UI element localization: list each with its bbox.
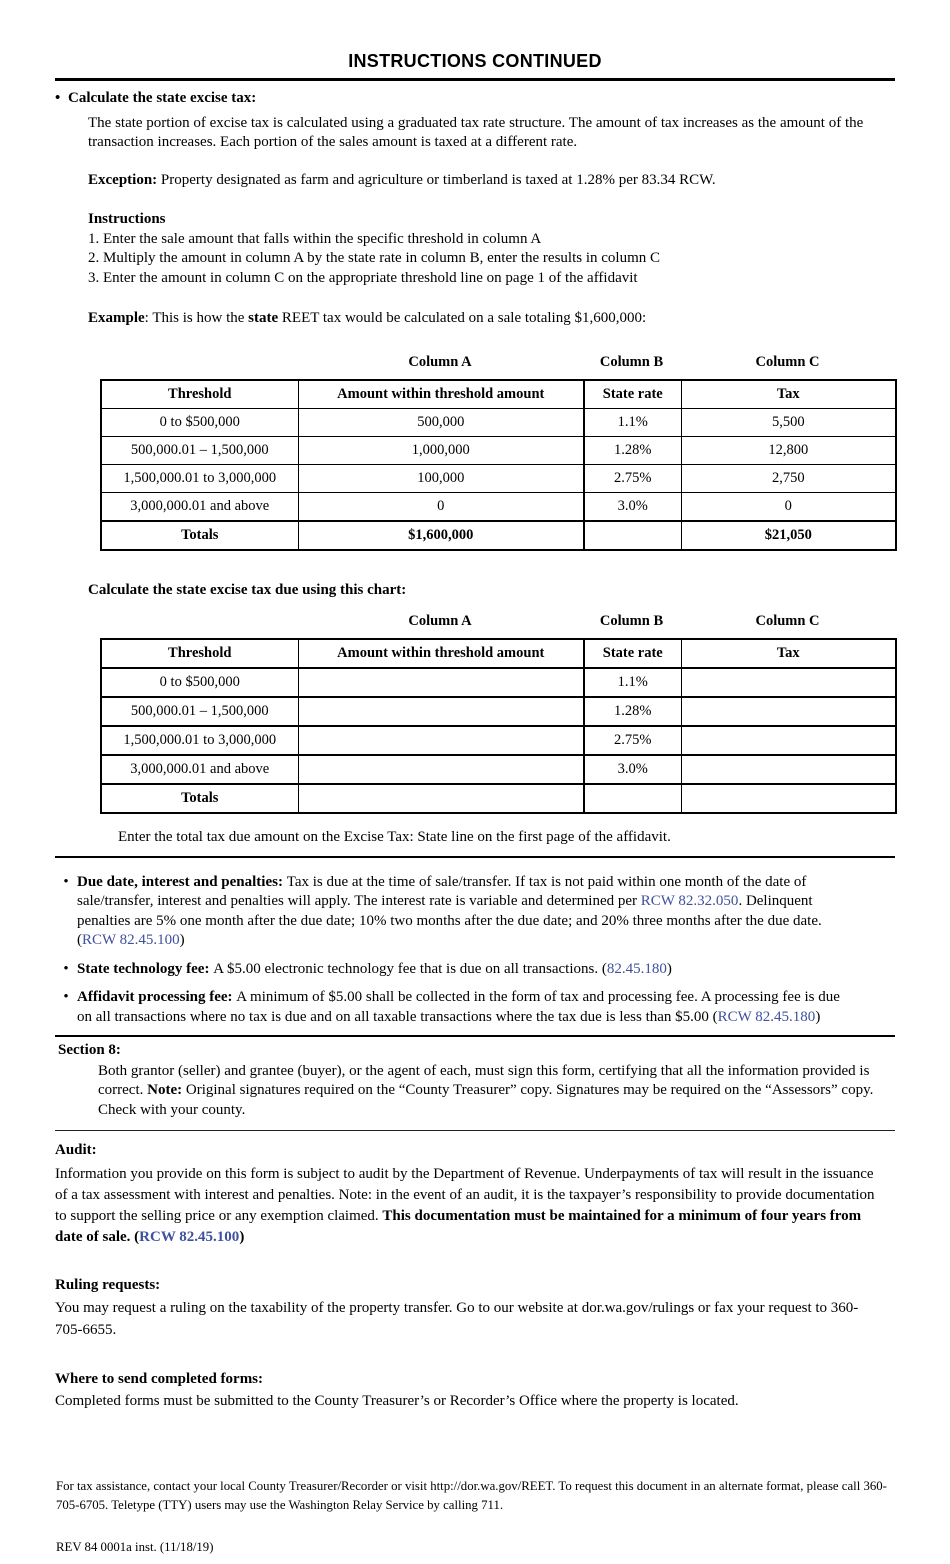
table-row bbox=[101, 668, 896, 697]
tax-assistance-footnote: For tax assistance, contact your local County Treasurer/Recorder or visit http://dor.wa.gov/REET. To request this document in an alternate format, please call 360-705-6705. Teletype (TTY) users may use the Washington Relay Service by calling 711. bbox=[56, 1479, 887, 1512]
audit-block bbox=[55, 1141, 895, 1249]
column-header: Tax bbox=[681, 639, 896, 668]
table-cell bbox=[298, 697, 584, 726]
fee-item-due-date bbox=[55, 873, 895, 951]
fee-item-processing-fee bbox=[55, 988, 895, 1027]
column-c-label: Column C bbox=[755, 353, 820, 370]
totals-cell bbox=[584, 521, 681, 550]
column-header: Threshold bbox=[101, 639, 298, 668]
rcw-link[interactable]: RCW 82.45.180 bbox=[717, 1008, 816, 1025]
table-cell: 1.1% bbox=[584, 408, 681, 436]
table-cell: 12,800 bbox=[681, 436, 896, 464]
totals-cell: $1,600,000 bbox=[298, 521, 584, 550]
table-row bbox=[101, 464, 896, 492]
table-cell: 3.0% bbox=[584, 755, 681, 784]
section8-block bbox=[55, 1041, 895, 1120]
totals-cell bbox=[681, 784, 896, 813]
table-row bbox=[101, 697, 896, 726]
totals-cell bbox=[298, 784, 584, 813]
column-header: State rate bbox=[584, 639, 681, 668]
instruction-step-1: 1. Enter the sale amount that falls within the specific threshold in column A bbox=[88, 230, 542, 247]
column-header: Amount within threshold amount bbox=[298, 380, 584, 409]
table-cell: 3.0% bbox=[584, 492, 681, 521]
table-cell: 500,000.01 – 1,500,000 bbox=[101, 436, 298, 464]
totals-cell: Totals bbox=[101, 784, 298, 813]
table-cell: 2,750 bbox=[681, 464, 896, 492]
calc-heading-text: Calculate the state excise tax: bbox=[68, 90, 257, 107]
table-header-row bbox=[101, 380, 896, 409]
section8-body: Both grantor (seller) and grantee (buyer), or the agent of each, must sign this form, certifying that all the information provided is correct. Note: Original signatures required on the “County Treasurer” copy. Signatures may be required on the “Assessors” copy. Check with your county. bbox=[98, 1062, 874, 1118]
table-cell bbox=[681, 668, 896, 697]
bullet-icon: • bbox=[63, 989, 69, 1006]
table-cell: 3,000,000.01 and above bbox=[101, 755, 298, 784]
totals-cell: Totals bbox=[101, 521, 298, 550]
where-to-send-body: Completed forms must be submitted to the County Treasurer’s or Recorder’s Office where the property is located. bbox=[55, 1393, 739, 1410]
totals-row bbox=[101, 784, 896, 813]
form-revision-number: REV 84 0001a inst. (11/18/19) bbox=[56, 1540, 214, 1554]
table-cell bbox=[681, 726, 896, 755]
table-cell bbox=[298, 668, 584, 697]
table-header-row bbox=[101, 639, 896, 668]
section8-heading: Section 8: bbox=[58, 1042, 121, 1059]
table-cell: 0 bbox=[298, 492, 584, 521]
table-cell bbox=[681, 755, 896, 784]
table-cell: 2.75% bbox=[584, 726, 681, 755]
table-cell: 3,000,000.01 and above bbox=[101, 492, 298, 521]
table-row bbox=[101, 726, 896, 755]
instruction-step-3: 3. Enter the amount in column C on the appropriate threshold line on page 1 of the affidavit bbox=[88, 269, 638, 286]
title-divider bbox=[55, 78, 895, 81]
fee-item-technology-fee bbox=[55, 960, 895, 980]
table-row bbox=[101, 755, 896, 784]
rcw-link[interactable]: RCW 82.32.050 bbox=[640, 893, 739, 910]
table-cell: 500,000 bbox=[298, 408, 584, 436]
table-cell: 5,500 bbox=[681, 408, 896, 436]
table-cell: 1.28% bbox=[584, 697, 681, 726]
table-row bbox=[101, 408, 896, 436]
exception-paragraph: Exception: Property designated as farm and agriculture or timberland is taxed at 1.28% per 83.34 RCW. bbox=[88, 171, 716, 188]
bullet-icon: • bbox=[63, 960, 69, 977]
rcw-link[interactable]: 82.45.180 bbox=[606, 960, 667, 977]
table-cell bbox=[298, 755, 584, 784]
table-cell: 500,000.01 – 1,500,000 bbox=[101, 697, 298, 726]
audit-top-divider bbox=[55, 1130, 895, 1131]
table-cell: 2.75% bbox=[584, 464, 681, 492]
column-header: Threshold bbox=[101, 380, 298, 409]
table-cell: 0 to $500,000 bbox=[101, 668, 298, 697]
ruling-heading: Ruling requests: bbox=[55, 1276, 161, 1293]
table-cell bbox=[298, 726, 584, 755]
table-cell: 1,000,000 bbox=[298, 436, 584, 464]
rcw-link[interactable]: RCW 82.45.100 bbox=[139, 1229, 240, 1246]
blank-table-heading: Calculate the state excise tax due using this chart: bbox=[88, 581, 407, 598]
column-b-label: Column B bbox=[599, 613, 664, 630]
rcw-link[interactable]: RCW 82.45.100 bbox=[82, 932, 180, 949]
page-title: INSTRUCTIONS CONTINUED bbox=[348, 51, 602, 71]
totals-cell: $21,050 bbox=[681, 521, 896, 550]
bullet-icon: • bbox=[55, 90, 61, 107]
fee-text: Due date, interest and penalties: Tax is due at the time of sale/transfer. If tax is not paid within one month of the date of sale/transfer, interest and penalties will apply. The interest rate is variable and determined per RCW 82.32.050. Delinquent penalties are 5% one month after the due date; 10% two months after the due date; and 20% three months after the due date. (RCW 82.45.100) bbox=[77, 873, 822, 949]
bullet-icon: • bbox=[63, 873, 69, 890]
table-cell: 100,000 bbox=[298, 464, 584, 492]
ruling-requests-block bbox=[55, 1276, 895, 1342]
table-footnote: Enter the total tax due amount on the Excise Tax: State line on the first page of the affidavit. bbox=[118, 829, 671, 846]
table-cell: 1,500,000.01 to 3,000,000 bbox=[101, 464, 298, 492]
table-cell: 1,500,000.01 to 3,000,000 bbox=[101, 726, 298, 755]
fee-text: State technology fee: A $5.00 electronic technology fee that is due on all transactions. (82.45.180) bbox=[77, 960, 672, 977]
table-cell bbox=[681, 697, 896, 726]
instruction-step-2: 2. Multiply the amount in column A by the state rate in column B, enter the results in column C bbox=[88, 250, 660, 267]
table-cell: 0 bbox=[681, 492, 896, 521]
column-header: Tax bbox=[681, 380, 896, 409]
totals-cell bbox=[584, 784, 681, 813]
audit-body: Information you provide on this form is subject to audit by the Department of Revenue. Underpayments of tax will result in the issuance of a tax assessment with interest and penalties. Note: in the event of an audit, it is the taxpayer’s responsibility to provide documentation to support the selling price or any exemption claimed. This documentation must be maintained for a minimum of four years from date of sale. (RCW 82.45.100) bbox=[55, 1165, 875, 1246]
audit-heading: Audit: bbox=[55, 1142, 97, 1159]
table-cell: 0 to $500,000 bbox=[101, 408, 298, 436]
example-table-block bbox=[100, 353, 895, 551]
table-cell: 1.1% bbox=[584, 668, 681, 697]
calc-intro-paragraph: The state portion of excise tax is calculated using a graduated tax rate structure. The amount of tax increases as the amount of the transaction increases. Each portion of the sales amount is taxed at a different rate. bbox=[88, 114, 864, 151]
blank-table-column-labels bbox=[100, 612, 895, 631]
totals-row bbox=[101, 521, 896, 550]
blank-table-block bbox=[100, 612, 895, 814]
column-a-label: Column A bbox=[408, 613, 472, 630]
table-row bbox=[101, 492, 896, 521]
where-to-send-block bbox=[55, 1370, 895, 1412]
example-reet-table bbox=[100, 379, 897, 551]
column-header: State rate bbox=[584, 380, 681, 409]
instructions-heading: Instructions bbox=[88, 211, 166, 228]
column-c-label: Column C bbox=[755, 613, 820, 630]
where-to-send-heading: Where to send completed forms: bbox=[55, 1370, 264, 1387]
table-cell: 1.28% bbox=[584, 436, 681, 464]
column-b-label: Column B bbox=[599, 353, 664, 370]
fee-text: Affidavit processing fee: A minimum of $5.00 shall be collected in the form of tax and processing fee. A processing fee is due on all transactions where no tax is due and on all taxable transactions where the tax due is less than $5.00 (RCW 82.45.180) bbox=[77, 989, 840, 1025]
column-a-label: Column A bbox=[408, 353, 472, 370]
section8-top-divider bbox=[55, 1035, 895, 1037]
ruling-body: You may request a ruling on the taxability of the property transfer. Go to our website at dor.wa.gov/rulings or fax your request to 360-705-6655. bbox=[55, 1300, 859, 1339]
table-row bbox=[101, 436, 896, 464]
example-line: Example: This is how the state REET tax would be calculated on a sale totaling $1,600,000: bbox=[88, 310, 647, 327]
blank-reet-table bbox=[100, 638, 897, 814]
calc-section-heading bbox=[55, 89, 895, 109]
column-header: Amount within threshold amount bbox=[298, 639, 584, 668]
example-table-column-labels bbox=[100, 353, 895, 372]
fees-list bbox=[55, 858, 895, 1036]
